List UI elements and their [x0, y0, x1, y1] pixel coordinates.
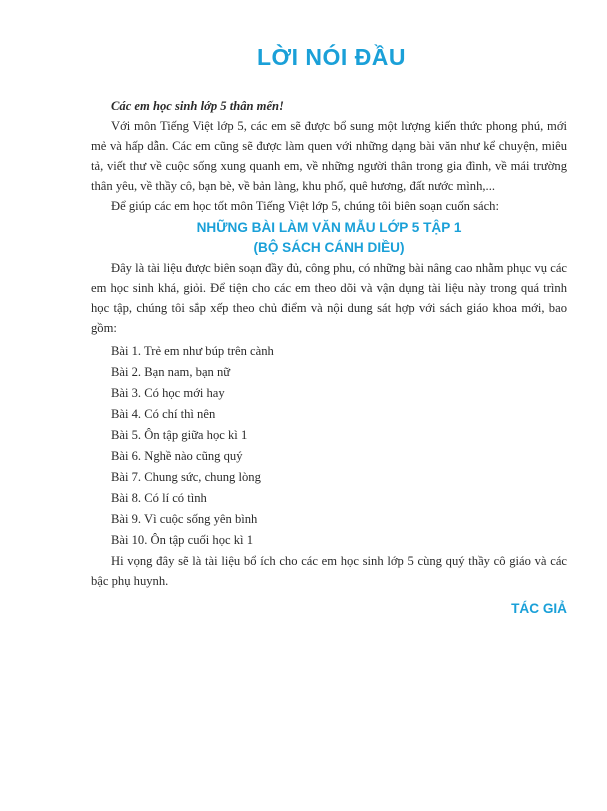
- book-title-line-2: (BỘ SÁCH CÁNH DIỀU): [253, 240, 405, 255]
- document-body: [91, 96, 567, 619]
- purpose-paragraph: Để giúp các em học tốt môn Tiếng Việt lớp 5, chúng tôi biên soạn cuốn sách:: [111, 199, 499, 213]
- lesson-list: [91, 341, 567, 551]
- book-title-line-1: NHỮNG BÀI LÀM VĂN MẪU LỚP 5 TẬP 1: [196, 220, 462, 235]
- page-title: LỜI NÓI ĐẦU: [256, 44, 407, 70]
- intro-paragraph: Với môn Tiếng Việt lớp 5, các em sẽ được bổ sung một lượng kiến thức phong phú, mới mẻ và hấp dẫn. Các em cũng sẽ được làm quen với những dạng bài văn như kể chuyện, miêu tả, viết thư về cuộc sống xung quanh em, về những người thân trong gia đình, về mái trường thân yêu, về thầy cô, bạn bè, về bản làng, khu phố, quê hương, đất nước mình,...: [91, 119, 567, 193]
- lesson-item: Bài 4. Có chí thì nên: [111, 407, 216, 421]
- lesson-item: Bài 3. Có học mới hay: [111, 386, 225, 400]
- lesson-item: Bài 5. Ôn tập giữa học kì 1: [111, 428, 248, 442]
- greeting: Các em học sinh lớp 5 thân mến!: [111, 99, 284, 113]
- lesson-item: Bài 10. Ôn tập cuối học kì 1: [111, 533, 254, 547]
- lesson-item: Bài 7. Chung sức, chung lòng: [111, 470, 261, 484]
- lesson-item: Bài 6. Nghề nào cũng quý: [111, 449, 243, 463]
- lesson-item: Bài 2. Bạn nam, bạn nữ: [111, 365, 231, 379]
- book-title: [91, 218, 567, 258]
- author-signature: TÁC GIẢ: [511, 601, 567, 616]
- lesson-item: Bài 1. Trẻ em như búp trên cành: [111, 344, 274, 358]
- lesson-item: Bài 8. Có lí có tình: [111, 491, 207, 505]
- description-paragraph: Đây là tài liệu được biên soạn đầy đủ, công phu, có những bài nâng cao nhằm phục vụ các em học sinh khá, giỏi. Để tiện cho các em theo dõi và vận dụng tài liệu này trong quá trình học tập, chúng tôi sắp xếp theo chủ điểm và nội dung sát hợp với sách giáo khoa mới, bao gồm:: [91, 261, 567, 335]
- lesson-item: Bài 9. Vì cuộc sống yên bình: [111, 512, 258, 526]
- closing-paragraph: Hi vọng đây sẽ là tài liệu bổ ích cho các em học sinh lớp 5 cùng quý thầy cô giáo và các bậc phụ huynh.: [91, 554, 567, 588]
